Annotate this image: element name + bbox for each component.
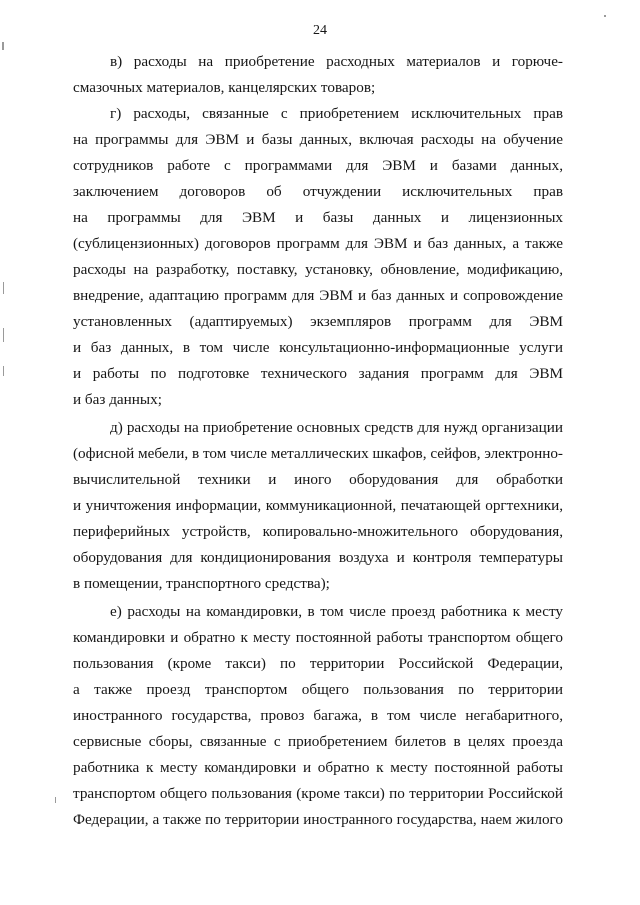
text-line: внедрение, адаптацию программ для ЭВМ и баз данных и сопровождение bbox=[73, 287, 563, 304]
text-line: а также проезд транспортом общего пользования по территории bbox=[73, 681, 563, 698]
scan-artifact bbox=[3, 282, 4, 294]
text-line: периферийных устройств, копировально-множительного оборудования, bbox=[73, 523, 563, 540]
text-line: иностранного государства, провоз багажа, в том числе негабаритного, bbox=[73, 707, 563, 724]
scan-artifact bbox=[604, 15, 606, 17]
text-line: и уничтожения информации, коммуникационной, печатающей оргтехники, bbox=[73, 497, 563, 514]
text-line: работника к месту командировки и обратно к месту постоянной работы bbox=[73, 759, 563, 776]
page-number: 24 bbox=[313, 23, 327, 38]
scan-artifact bbox=[55, 797, 56, 803]
text-line: (сублицензионных) договоров программ для ЭВМ и баз данных, а также bbox=[73, 235, 563, 252]
text-line: и баз данных, в том числе консультационно-информационные услуги bbox=[73, 339, 563, 356]
text-line: вычислительной техники и иного оборудования для обработки bbox=[73, 471, 563, 488]
text-line: расходы на разработку, поставку, установку, обновление, модификацию, bbox=[73, 261, 563, 278]
text-line: д) расходы на приобретение основных средств для нужд организации bbox=[110, 419, 563, 436]
text-line: и работы по подготовке технического задания программ для ЭВМ bbox=[73, 365, 563, 382]
text-line: Федерации, а также по территории иностранного государства, наем жилого bbox=[73, 811, 563, 828]
text-line: пользования (кроме такси) по территории Российской Федерации, bbox=[73, 655, 563, 672]
text-line: и баз данных; bbox=[73, 391, 162, 408]
text-line: на программы для ЭВМ и базы данных, включая расходы на обучение bbox=[73, 131, 563, 148]
text-line: в помещении, транспортного средства); bbox=[73, 575, 330, 592]
text-line: установленных (адаптируемых) экземпляров программ для ЭВМ bbox=[73, 313, 563, 330]
text-line: сотрудников работе с программами для ЭВМ и базами данных, bbox=[73, 157, 563, 174]
text-line: транспортом общего пользования (кроме такси) по территории Российской bbox=[73, 785, 563, 802]
text-line: командировки и обратно к месту постоянной работы транспортом общего bbox=[73, 629, 563, 646]
text-line: е) расходы на командировки, в том числе проезд работника к месту bbox=[110, 603, 563, 620]
scan-artifact bbox=[3, 328, 4, 342]
text-line: сервисные сборы, связанные с приобретением билетов в целях проезда bbox=[73, 733, 563, 750]
text-line: г) расходы, связанные с приобретением исключительных прав bbox=[110, 105, 563, 122]
text-line: (офисной мебели, в том числе металлических шкафов, сейфов, электронно- bbox=[73, 445, 563, 462]
text-line: смазочных материалов, канцелярских товаров; bbox=[73, 79, 376, 96]
text-line: оборудования для кондиционирования воздуха и контроля температуры bbox=[73, 549, 563, 566]
text-line: на программы для ЭВМ и базы данных и лицензионных bbox=[73, 209, 563, 226]
text-line: заключением договоров об отчуждении исключительных прав bbox=[73, 183, 563, 200]
scan-artifact bbox=[3, 366, 4, 376]
scan-artifact bbox=[2, 42, 4, 50]
text-line: в) расходы на приобретение расходных материалов и горюче- bbox=[110, 53, 563, 70]
